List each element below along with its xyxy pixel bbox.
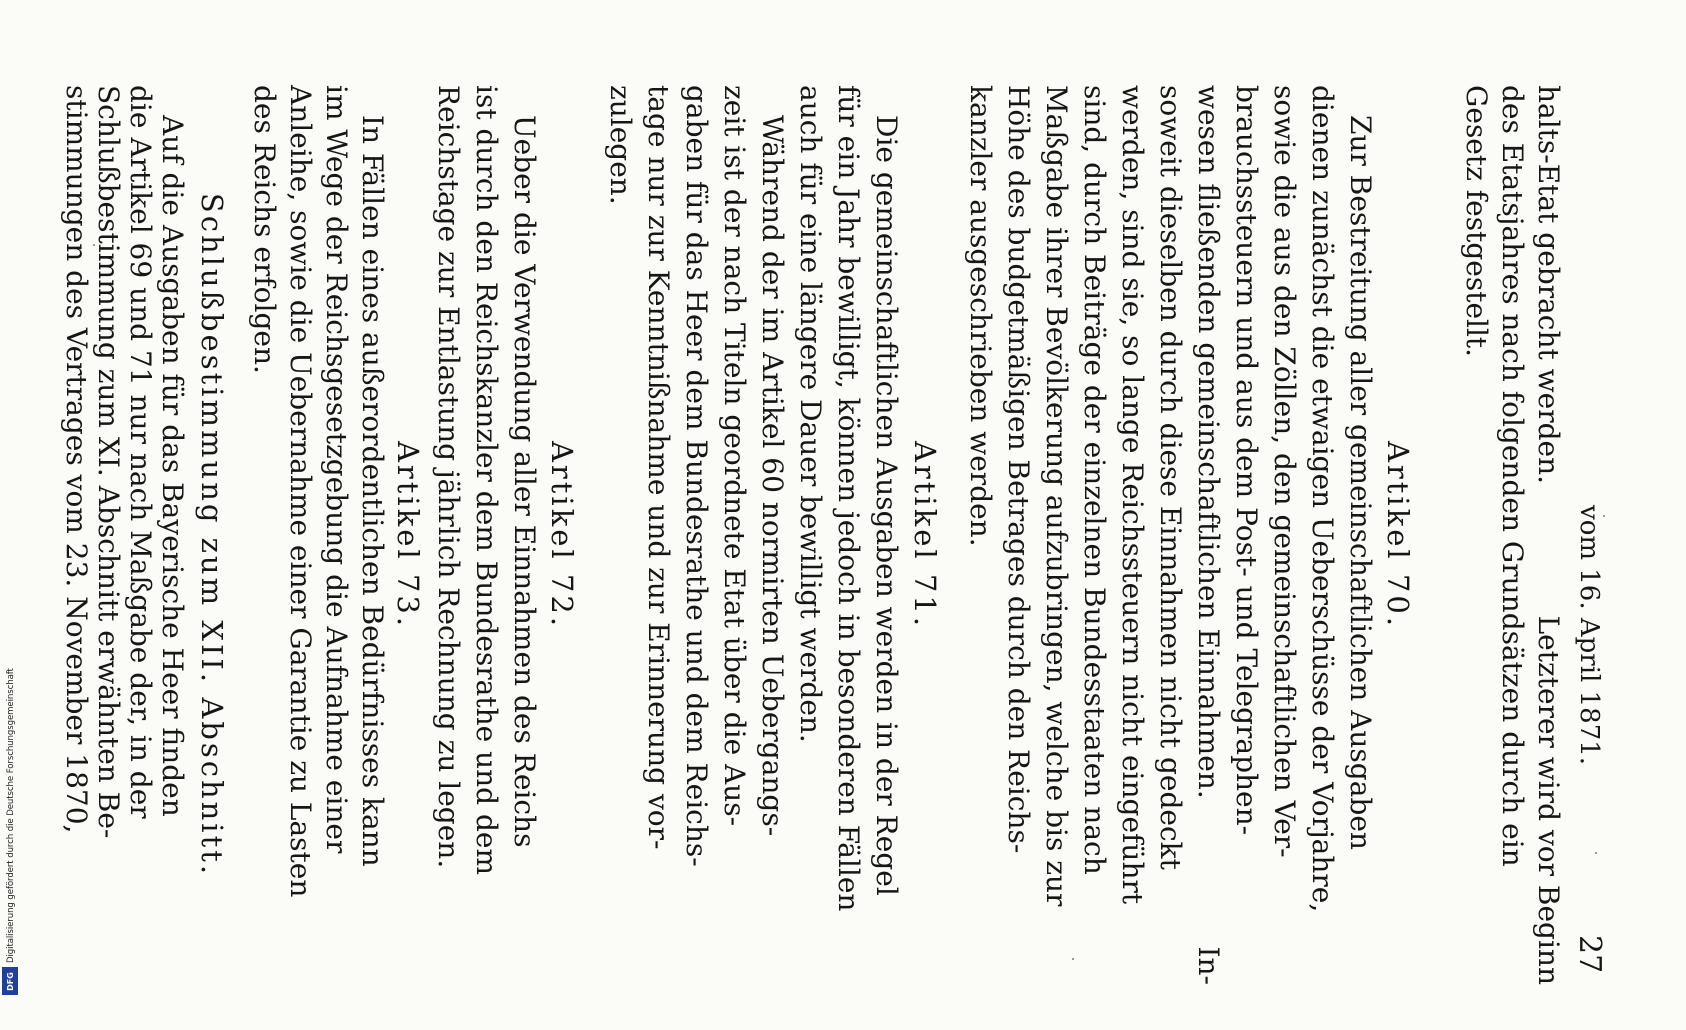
text-line: auch für eine längere Dauer bewilligt werden. — [794, 85, 827, 743]
text-line: Während der im Artikel 60 normirten Uebergangs- — [756, 115, 789, 837]
text-line: Ueber die Verwendung aller Einnahmen des Reichs — [508, 115, 541, 848]
text-line: sind, durch Beiträge der einzelnen Bundesstaaten nach — [1078, 85, 1111, 875]
section-heading: Artikel 72. — [545, 440, 579, 630]
dfg-logo-text: DFG — [5, 971, 15, 991]
text-line: wesen fließenden gemeinschaftlichen Einnahmen. In- — [1192, 85, 1225, 985]
text-line: stimmungen des Vertrages vom 23. November 1870, — [60, 85, 93, 834]
text-line: sowie die aus den Zöllen, den gemeinschaftlichen Ver- — [1268, 85, 1301, 858]
text-line: Auf die Ausgaben für das Bayerische Heer finden — [156, 115, 189, 817]
section-heading: Artikel 73. — [391, 440, 425, 630]
text-line: im Wege der Reichsgesetzgebung die Aufnahme einer — [320, 85, 353, 854]
text-line: werden, sind sie, so lange Reichssteuern nicht eingeführt — [1116, 85, 1149, 905]
text-line: Gesetz festgestellt. — [1460, 85, 1493, 358]
text-line: Die gemeinschaftlichen Ausgaben werden in der Regel — [870, 115, 903, 896]
text-line: brauchssteuern und aus dem Post- und Telegraphen- — [1230, 85, 1263, 836]
text-line: soweit dieselben durch diese Einnahmen nicht gedeckt — [1154, 85, 1187, 870]
section-heading: Artikel 71. — [908, 440, 942, 630]
dfg-credit-line: Digitalisierung gefördert durch die Deutsche Forschungsgemeinschaft — [6, 668, 16, 963]
text-line: ist durch den Reichskanzler dem Bundesrathe und dem — [470, 85, 503, 876]
text-line: dienen zunächst die etwaigen Ueberschüsse der Vorjahre, — [1306, 85, 1339, 913]
text-line: zulegen. — [604, 85, 637, 205]
text-line: Höhe des budgetmäßigen Betrages durch den Reichs- — [1002, 85, 1035, 854]
section-heading: Schlußbestimmung zum XII. Abschnitt. — [195, 192, 229, 878]
text-line: kanzler ausgeschrieben werden. — [964, 85, 997, 547]
text-line: In Fällen eines außerordentlichen Bedürfnisses kann — [356, 115, 389, 867]
page-date-heading: vom 16. April 1871. — [1574, 505, 1604, 766]
text-line: für ein Jahr bewilligt, können jedoch in besonderen Fällen — [832, 85, 865, 912]
text-line: Reichstage zur Entlastung jährlich Rechnung zu legen. — [432, 85, 465, 869]
text-line: Schlußbestimmung zum XI. Abschnitt erwähnten Be- — [92, 85, 125, 839]
text-line: halts-Etat gebracht werden. Letzterer wird vor Beginn — [1532, 85, 1565, 985]
text-line: des Etatsjahres nach folgenden Grundsätzen durch ein — [1496, 85, 1529, 867]
text-line: gaben für das Heer dem Bundesrathe und dem Reichs- — [680, 85, 713, 867]
text-line: des Reichs erfolgen. — [248, 85, 281, 374]
text-line: die Artikel 69 und 71 nur nach Maßgabe der, in der — [124, 85, 157, 819]
page-number: 27 — [1572, 935, 1607, 974]
dfg-logo — [2, 967, 18, 995]
scanned-page — [60, 30, 1627, 1030]
digitization-sidebar — [0, 0, 20, 1000]
section-heading: Artikel 70. — [1381, 440, 1415, 630]
text-line: Maßgabe ihrer Bevölkerung aufzubringen, welche bis zur — [1040, 85, 1073, 907]
text-line: Anleihe, sowie die Uebernahme einer Garantie zu Lasten — [284, 85, 317, 898]
text-line: Zur Bestreitung aller gemeinschaftlichen Ausgaben — [1344, 115, 1377, 850]
text-line: zeit ist der nach Titeln geordnete Etat über die Aus- — [718, 85, 751, 827]
text-line: tage nur zur Kenntnißnahme und zur Erinnerung vor- — [642, 85, 675, 850]
